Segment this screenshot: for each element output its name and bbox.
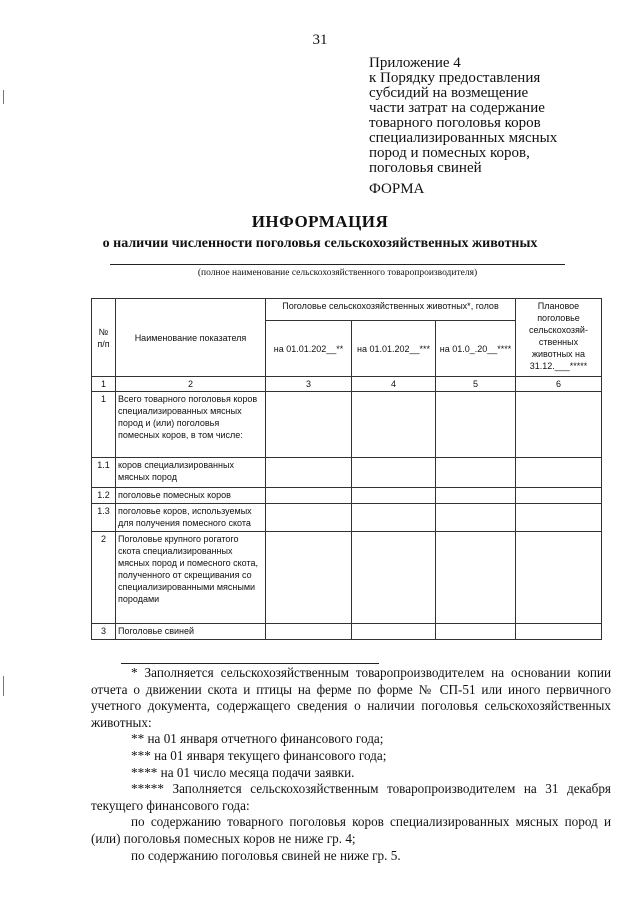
column-number: 1: [92, 377, 116, 392]
column-number: 6: [516, 377, 602, 392]
row-name: Всего товарного поголовья коров специализированных мясных пород и (или) поголовья помесных коров, в том числе:: [116, 392, 266, 458]
row-name: поголовье помесных коров: [116, 488, 266, 504]
data-cell[interactable]: [436, 624, 516, 640]
document-subtitle: о наличии численности поголовья сельскохозяйственных животных: [102, 236, 538, 251]
footnote-6: по содержанию товарного поголовья коров специализированных мясных пород и (или) поголовья помесных коров не ниже гр. 4;: [91, 814, 611, 846]
table-row: [92, 624, 602, 640]
column-number: 4: [352, 377, 436, 392]
row-number: 1: [92, 392, 116, 458]
appendix-block: [369, 56, 619, 176]
data-cell[interactable]: [266, 504, 352, 532]
data-cell[interactable]: [436, 392, 516, 458]
row-number: 1.1: [92, 458, 116, 488]
row-number: 1.2: [92, 488, 116, 504]
data-cell[interactable]: [436, 458, 516, 488]
form-label: ФОРМА: [369, 181, 425, 197]
data-cell[interactable]: [266, 488, 352, 504]
footnote-divider: [121, 663, 379, 664]
row-name: поголовье коров, используемых для получения помесного скота: [116, 504, 266, 532]
data-cell[interactable]: [266, 392, 352, 458]
header-name: Наименование показателя: [116, 299, 266, 377]
appendix-line: товарного поголовья коров: [369, 115, 541, 131]
appendix-line: пород и помесных коров,: [369, 145, 530, 161]
data-cell[interactable]: [436, 488, 516, 504]
footnote-7: по содержанию поголовья свиней не ниже гр. 5.: [131, 847, 401, 863]
document-title: ИНФОРМАЦИЯ: [251, 212, 389, 231]
appendix-line: субсидий на возмещение: [369, 85, 529, 101]
data-cell[interactable]: [516, 532, 602, 624]
column-number: 5: [436, 377, 516, 392]
header-planned: Плановое поголовье сельскохозяй-ственных животных на 31.12.___*****: [516, 299, 602, 377]
data-cell[interactable]: [352, 392, 436, 458]
data-cell[interactable]: [436, 532, 516, 624]
data-cell[interactable]: [352, 504, 436, 532]
data-cell[interactable]: [266, 532, 352, 624]
header-livestock-group: Поголовье сельскохозяйственных животных*, голов: [266, 299, 516, 321]
row-number: 3: [92, 624, 116, 640]
appendix-line: специализированных мясных: [369, 130, 558, 146]
data-cell[interactable]: [352, 458, 436, 488]
row-number: 1.3: [92, 504, 116, 532]
table-row: [92, 488, 602, 504]
row-name: Поголовье свиней: [116, 624, 266, 640]
row-name: Поголовье крупного рогатого скота специализированных мясных пород и помесного скота, полученного от скрещивания со специализированными мясными породами: [116, 532, 266, 624]
producer-caption: (полное наименование сельскохозяйственного товаропроизводителя): [197, 268, 478, 278]
data-cell[interactable]: [516, 624, 602, 640]
column-number: 2: [116, 377, 266, 392]
data-cell[interactable]: [352, 488, 436, 504]
appendix-line: поголовья свиней: [369, 160, 482, 176]
footnote-5: ***** Заполняется сельскохозяйственным товаропроизводителем на 31 декабря текущего финансового года:: [91, 781, 611, 813]
footnote-4: **** на 01 число месяца подачи заявки.: [131, 764, 355, 780]
footnote-2: ** на 01 января отчетного финансового года;: [131, 731, 384, 747]
livestock-table: [91, 298, 602, 640]
footnote-3: *** на 01 января текущего финансового года;: [131, 747, 387, 763]
table-row: [92, 458, 602, 488]
data-cell[interactable]: [516, 458, 602, 488]
row-number: 2: [92, 532, 116, 624]
table-row: [92, 504, 602, 532]
data-cell[interactable]: [516, 504, 602, 532]
appendix-line: к Порядку предоставления: [369, 70, 541, 86]
header-date-2: на 01.01.202__***: [352, 321, 436, 377]
data-cell[interactable]: [266, 458, 352, 488]
producer-name-line[interactable]: [110, 264, 565, 265]
header-date-3: на 01.0_.20__****: [436, 321, 516, 377]
data-cell[interactable]: [352, 624, 436, 640]
table-row: [92, 532, 602, 624]
header-no: № п/п: [92, 299, 116, 377]
appendix-line: части затрат на содержание: [369, 100, 545, 116]
data-cell[interactable]: [516, 488, 602, 504]
header-date-1: на 01.01.202__**: [266, 321, 352, 377]
data-cell[interactable]: [516, 392, 602, 458]
data-cell[interactable]: [266, 624, 352, 640]
data-cell[interactable]: [352, 532, 436, 624]
scan-margin-mark: [3, 90, 4, 104]
data-cell[interactable]: [436, 504, 516, 532]
page-number: 31: [312, 32, 328, 48]
column-number: 3: [266, 377, 352, 392]
scan-margin-mark: [3, 676, 4, 696]
footnotes: [91, 665, 611, 864]
appendix-line: Приложение 4: [369, 55, 461, 71]
row-name: коров специализированных мясных пород: [116, 458, 266, 488]
table-row: [92, 392, 602, 458]
footnote-1: * Заполняется сельскохозяйственным товаропроизводителем на основании копии отчета о движении скота и птицы на ферме по форме № СП-51 или иного первичного учетного документа, содержащего сведения о наличии поголовья сельскохозяйственных животных:: [91, 665, 611, 730]
